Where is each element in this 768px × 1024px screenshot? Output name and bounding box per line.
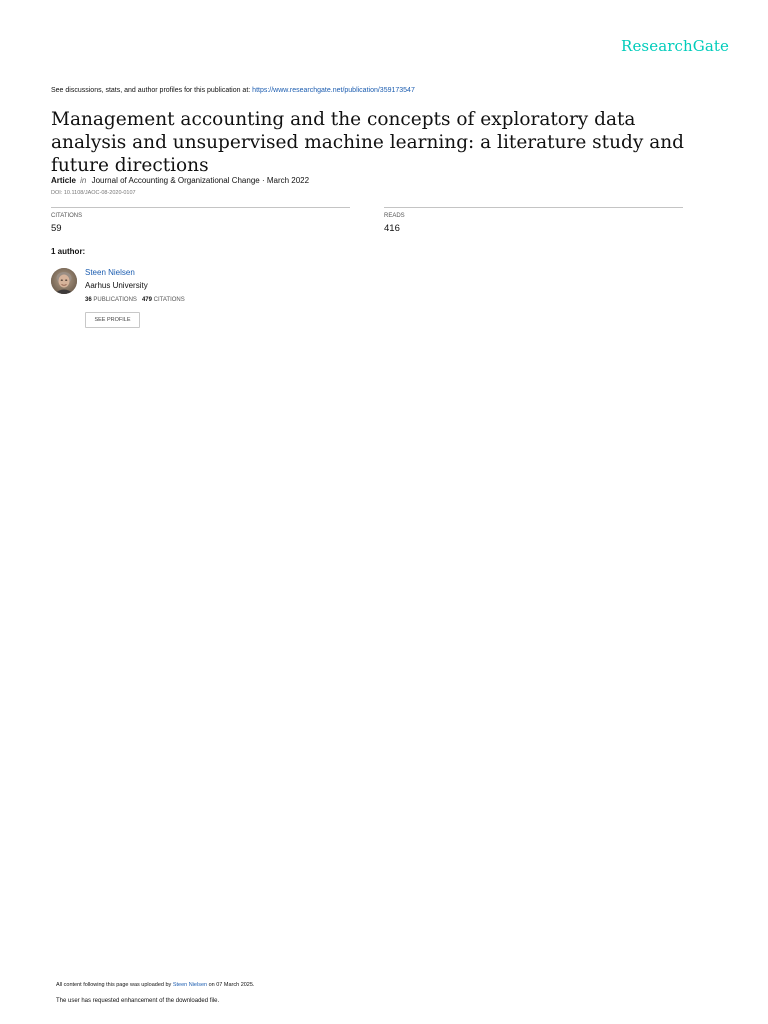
avatar-portrait-icon: [51, 268, 77, 294]
author-avatar[interactable]: [51, 268, 77, 294]
article-type: Article: [51, 176, 76, 185]
author-name-link[interactable]: Steen Nielsen: [85, 268, 135, 277]
authors-heading: 1 author:: [51, 247, 86, 256]
doi: DOI: 10.1108/JAOC-08-2020-0107: [51, 190, 136, 196]
author-citations-label: CITATIONS: [153, 297, 185, 303]
publication-title: Management accounting and the concepts of exploratory data analysis and unsupervised machine learning: a literature study and future directions: [51, 109, 684, 176]
author-stats: [85, 297, 185, 303]
uploader-link[interactable]: Steen Nielsen: [172, 982, 208, 988]
upload-note: [56, 982, 254, 988]
discussion-line: [51, 87, 415, 94]
citations-label: CITATIONS: [51, 213, 83, 219]
author-publications-label: PUBLICATIONS: [93, 297, 137, 303]
reads-count: 416: [384, 223, 400, 234]
author-institution: Aarhus University: [85, 281, 148, 290]
see-profile-button[interactable]: SEE PROFILE: [85, 312, 140, 328]
upload-note-prefix: All content following this page was uploaded by: [56, 982, 173, 988]
article-in-label: in: [80, 176, 87, 185]
author-publications-count: 36: [85, 297, 92, 303]
citations-divider: [51, 207, 350, 208]
discussion-prefix: See discussions, stats, and author profiles for this publication at:: [51, 87, 253, 94]
researchgate-logo[interactable]: ResearchGate: [621, 37, 729, 55]
reads-label: READS: [384, 213, 405, 219]
upload-note-suffix: on 07 March 2025.: [207, 982, 255, 988]
enhancement-note: The user has requested enhancement of the downloaded file.: [56, 998, 220, 1004]
journal-source: Journal of Accounting & Organizational Change · March 2022: [91, 176, 310, 185]
citations-count: 59: [51, 223, 62, 234]
reads-divider: [384, 207, 683, 208]
article-meta: [51, 176, 309, 185]
publication-link[interactable]: https://www.researchgate.net/publication/359173547: [252, 87, 415, 94]
author-citations-count: 479: [141, 297, 152, 303]
